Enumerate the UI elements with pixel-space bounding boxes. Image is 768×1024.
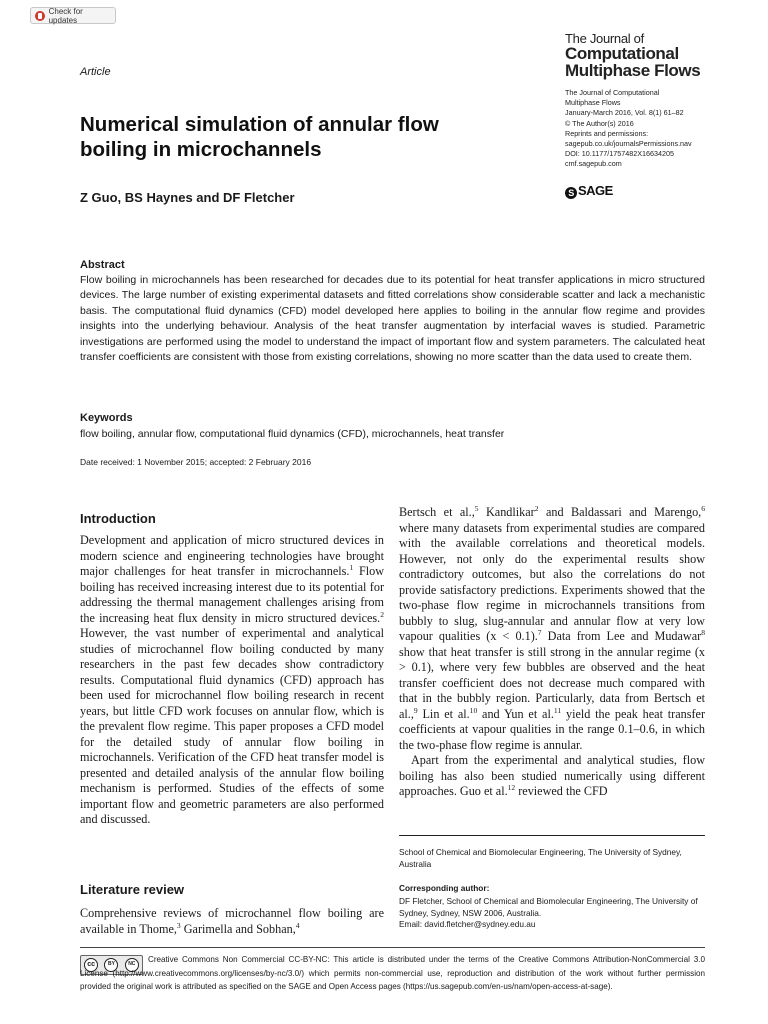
license-divider xyxy=(80,947,705,948)
citation-ref[interactable]: 5 xyxy=(474,503,479,513)
citation-ref[interactable]: 2 xyxy=(380,609,384,619)
meta-line[interactable]: DOI: 10.1177/1757482X16634205 xyxy=(565,149,674,159)
meta-line: © The Author(s) 2016 xyxy=(565,118,634,128)
by-icon: BY xyxy=(104,958,118,972)
publisher-name: SAGE xyxy=(578,183,613,198)
citation-ref[interactable]: 4 xyxy=(295,920,300,930)
citation-ref[interactable]: 11 xyxy=(553,705,562,715)
license-text: Creative Commons Non Commercial CC-BY-NC: This article is distributed under the terms of the Creative Commons Attribution-NonCommercial 3.0 License (http://www.creativecommons.org/licenses/by-nc/3.0/) which permits non-commercial use, reproduction and distribution of the work without further permission provided the original work is attributed as specified on the SAGE and Open Access pages (https://us.sagepub.com/en-us/nam/open-access-at-sage). xyxy=(80,955,705,992)
check-updates-icon xyxy=(35,11,45,21)
citation-ref[interactable]: 12 xyxy=(507,782,516,792)
paper-title: Numerical simulation of annular flow boiling in microchannels xyxy=(80,113,439,161)
journal-logo-line3: Multiphase Flows xyxy=(565,61,701,80)
affiliation: School of Chemical and Biomolecular Engineering, The University of Sydney, Australia xyxy=(399,847,682,869)
corresponding-author-heading: Corresponding author: xyxy=(399,883,490,893)
citation-ref[interactable]: 2 xyxy=(534,503,539,513)
keywords-heading: Keywords xyxy=(80,412,133,424)
citation-ref[interactable]: 3 xyxy=(176,920,181,930)
date-received: Date received: 1 November 2015; accepted: 2 February 2016 xyxy=(80,457,312,467)
introduction-heading: Introduction xyxy=(80,511,156,526)
introduction-paragraph: Development and application of micro structured devices in modern science and engineering technologies have brought major challenges for heat transfer in microchannels.$^1$ Flow boiling has received increasing interest due to its potential for addressing the thermal management challenges arising from the increasing heat flux density in micro structured devices.$^2$ However, the vast number of experimental and analytical studies of microchannel flow boiling conducted by many researchers in the past few decades show contradictory results. Computational fluid dynamics (CFD) approach has been used for microchannel flow boiling research in recent years, but little CFD work focuses on annular flow, which is the prevalent flow regime. This paper proposes a CFD model for the detailed study of annular flow boiling in microchannels. Verification of the CFD heat transfer model is presented and detailed analysis of the annular flow boiling mechanism is performed. Studies of the effects of some important flow and geometric parameters are also performed and discussed. xyxy=(80,533,385,826)
meta-line[interactable]: sagepub.co.uk/journalsPermissions.nav xyxy=(565,139,692,149)
citation-ref[interactable]: 6 xyxy=(701,503,706,513)
check-for-updates-button[interactable] xyxy=(30,7,116,24)
literature-paragraph: Comprehensive reviews of microchannel flow boiling are available in Thome,$^3$ Garimella and Sobhan,$^4$ xyxy=(80,906,384,936)
journal-logo xyxy=(565,32,700,79)
keywords-text: flow boiling, annular flow, computational fluid dynamics (CFD), microchannels, heat transfer xyxy=(80,428,505,440)
corresponding-address: DF Fletcher, School of Chemical and Biomolecular Engineering, The University of Sydney, Sydney, NSW 2006, Australia. xyxy=(399,896,698,918)
publisher-logo xyxy=(565,183,613,199)
nc-icon: NC xyxy=(125,958,139,972)
footnote-divider xyxy=(399,835,705,836)
meta-line: Reprints and permissions: xyxy=(565,128,649,138)
article-type-label: Article xyxy=(80,66,111,78)
journal-logo-line2: Computational xyxy=(565,44,679,63)
sage-circle-icon: S xyxy=(565,187,577,199)
meta-line: Multiphase Flows xyxy=(565,98,621,108)
check-updates-label: Check for updates xyxy=(48,6,83,25)
meta-line: January-March 2016, Vol. 8(1) 61–82 xyxy=(565,108,684,118)
meta-line: The Journal of Computational xyxy=(565,88,660,97)
citation-ref[interactable]: 8 xyxy=(701,627,705,637)
citation-ref[interactable]: 1 xyxy=(349,562,354,572)
paragraph: Apart from the experimental and analytical studies, flow boiling has also been studied numerically using different approaches. Guo et al.$^{12}$ reviewed the CFD xyxy=(399,753,705,798)
right-column-text xyxy=(399,505,705,800)
literature-review-heading: Literature review xyxy=(80,882,185,897)
meta-line[interactable]: cmf.sagepub.com xyxy=(565,159,622,169)
authors: Z Guo, BS Haynes and DF Fletcher xyxy=(80,190,295,205)
citation-ref[interactable]: 7 xyxy=(537,627,542,637)
journal-logo-line1: The Journal of xyxy=(565,31,644,46)
abstract-text: Flow boiling in microchannels has been researched for decades due to its potential for heat transfer applications in micro structured devices. The large number of existing experimental datasets and fitted correlations show considerable scatter and lack a mechanistic basis. The computational fluid dynamics (CFD) model developed here applies to boiling in the annular flow regime and provides insights into the underlying behaviour. Analysis of the heat transfer augmentation by interfacial waves is studied. Parametric investigations are performed using the model to understand the impact of important flow and system parameters. The calculated heat transfer coefficients are consistent with those from existing correlations, showing no more scatter than the data used to create them. xyxy=(80,274,705,364)
journal-meta xyxy=(565,88,735,170)
corresponding-email[interactable]: Email: david.fletcher@sydney.edu.au xyxy=(399,919,536,929)
citation-ref[interactable]: 9 xyxy=(413,705,418,715)
abstract-heading: Abstract xyxy=(80,259,125,271)
cc-icon: cc xyxy=(84,958,98,972)
corresponding-author-details xyxy=(399,896,705,931)
paragraph: Bertsch et al.,$^5$ Kandlikar$^2$ and Baldassari and Marengo,$^6$ where many datasets from experimental studies are compared with the available correlations and theoretical models. However, not only do the experimental results show contradictory outcomes, but also the correlations do not provide satisfactory predictions. Experiments showed that the two-phase flow regime in microchannels transitions from bubbly to slug, slug-annular and annular flow at very low vapour qualities (x < 0.1).$^7$ Data from Lee and Mudawar$^8$ show that heat transfer is still strong in the annular regime (x > 0.1), where very few bubbles are observed and the heat transfer coefficient does not decrease much compared with that in the bubbly region. Particularly, data from Bertsch et al.,$^9$ Lin et al.$^{10}$ and Yun et al.$^{11}$ yield the peak heat transfer coefficients at vapour qualities in the range 0.1–0.6, in which the two-phase flow regime is annular. xyxy=(399,503,706,752)
citation-ref[interactable]: 10 xyxy=(469,705,478,715)
